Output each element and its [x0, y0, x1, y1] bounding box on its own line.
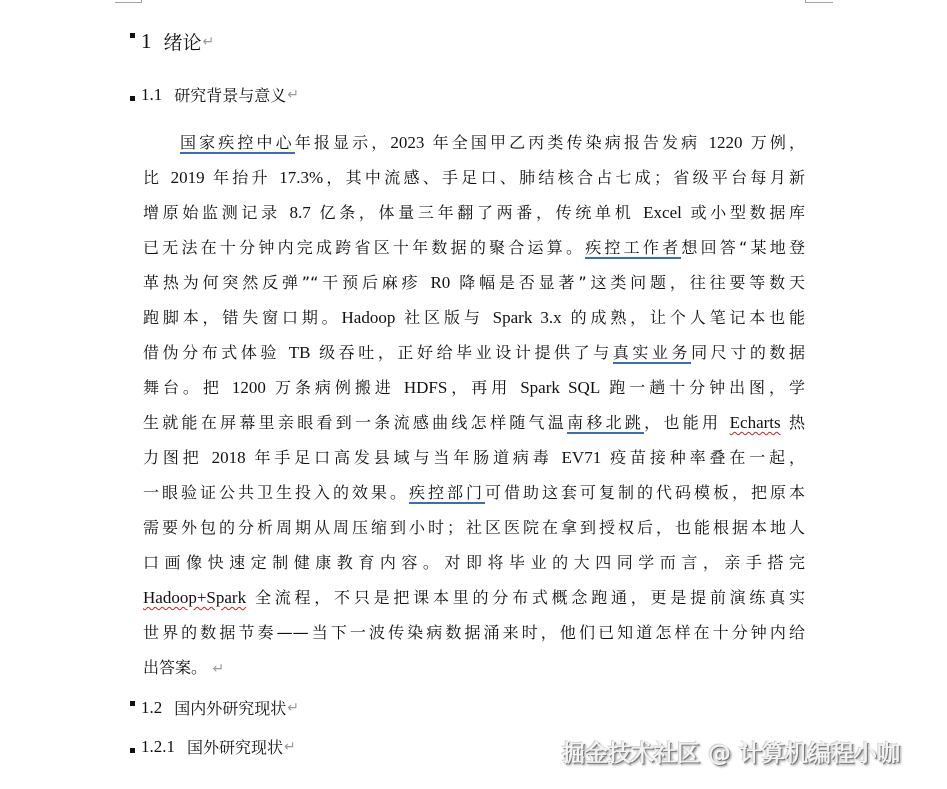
list-bullet-icon: [130, 33, 135, 38]
paragraph-line: [143, 300, 805, 335]
spellcheck-flagged-word: Echarts: [729, 413, 781, 432]
text-run: 年抬升: [204, 168, 280, 187]
text-run: 热: [780, 413, 805, 432]
text-run: 的成熟，让个人笔记本也能: [561, 308, 805, 327]
text-run: ，其中流感、手足口、肺结核合占七成；省级平台每月新: [323, 168, 805, 187]
text-run: 跑一趟十分钟出图，学: [600, 378, 805, 397]
text-run: 年手足口高发县域与当年肠道病毒: [245, 448, 562, 467]
text-run: 8.7: [289, 203, 311, 222]
text-run: 舞台。把: [143, 378, 232, 397]
text-run: 全流程，不只是把课本里的分布式概念跑通，更是提前演练真实: [246, 588, 805, 607]
text-run: 借伪分布式体验: [143, 343, 289, 362]
page-corner-mark-left: [115, 0, 142, 3]
text-run: 一眼验证公共卫生投入的效果。: [143, 483, 409, 502]
paragraph-mark-icon: ↵: [284, 738, 296, 755]
text-run: EV71: [561, 448, 602, 467]
text-run: 可借助这套可复制的代码模板，把原本: [484, 483, 805, 502]
heading-title: 国内外研究现状: [174, 699, 287, 718]
text-run: 降幅是否显著”这类问题，往往要等数天: [450, 273, 805, 292]
text-run: 口画像快速定制健康教育内容。对即将毕业的大四同学而言，亲手搭完: [143, 553, 805, 572]
text-run: 世界的数据节奏——当下一波传染病数据涌来时，他们已知道怎样在十分钟内给: [143, 623, 805, 642]
spellcheck-flagged-word: Hadoop+Spark: [143, 588, 247, 607]
hyperlink-term[interactable]: 国家疾控中心: [180, 133, 295, 152]
paragraph-line: [143, 475, 805, 510]
heading-section-1-2-1: [130, 735, 296, 758]
paragraph-line: [143, 650, 805, 685]
text-run: 力图把: [143, 448, 212, 467]
text-run: 2023: [390, 133, 425, 152]
text-run: 亿条，体量三年翻了两番，传统单机: [310, 203, 644, 222]
paragraph-mark-icon: ↵: [202, 33, 215, 50]
text-run: 疫苗接种率叠在一起，: [601, 448, 805, 467]
watermark: 掘金技术社区 @ 计算机编程小咖: [562, 741, 901, 767]
page-corner-mark-right: [805, 0, 833, 3]
text-run: ，也能用: [644, 413, 730, 432]
text-run: 年报显示，: [294, 133, 391, 152]
heading-title: 研究背景与意义: [174, 86, 287, 105]
hyperlink-term[interactable]: 真实业务: [612, 343, 692, 362]
text-run: HDFS: [403, 378, 448, 397]
text-run: 1220: [708, 133, 743, 152]
text-run: 2019: [170, 168, 205, 187]
paragraph-mark-icon: ↵: [287, 699, 299, 716]
text-run: 1200: [231, 378, 266, 397]
paragraph-line: [143, 160, 805, 195]
heading-title: 国外研究现状: [187, 738, 284, 757]
paragraph-line: [143, 265, 805, 300]
paragraph-line: [143, 580, 805, 615]
heading-number: 1.1: [141, 84, 163, 104]
text-run: 或小型数据库: [681, 203, 805, 222]
paragraph-line: [143, 545, 805, 580]
paragraph-line: [143, 510, 805, 545]
text-run: 同尺寸的数据: [691, 343, 805, 362]
heading-section-1-1: [130, 83, 299, 106]
hyperlink-term[interactable]: 疾控工作者: [585, 238, 682, 257]
text-run: Spark SQL: [520, 378, 601, 397]
list-bullet-icon: [130, 701, 135, 706]
text-run: 革热为何突然反弹”“干预后麻疹: [143, 273, 431, 292]
text-run: 比: [143, 168, 171, 187]
text-run: R0: [430, 273, 451, 292]
text-run: 需要外包的分析周期从周压缩到小时；社区医院在拿到授权后，也能根据本地人: [143, 518, 805, 537]
paragraph-line: [143, 125, 805, 160]
text-run: 级吞吐，正好给毕业设计提供了与: [310, 343, 613, 362]
text-run: TB: [288, 343, 311, 362]
hyperlink-term[interactable]: 疾控部门: [408, 483, 485, 502]
list-bullet-icon: [130, 96, 135, 101]
paragraph-mark-icon: ↵: [287, 86, 299, 103]
heading-section-1-2: [130, 696, 299, 719]
text-run: 想回答“某地登: [681, 238, 805, 257]
text-run: 增原始监测记录: [143, 203, 290, 222]
paragraph-line: [143, 405, 805, 440]
text-run: ，再用: [447, 378, 521, 397]
list-bullet-icon: [130, 748, 135, 753]
heading-number: 1.2: [141, 697, 163, 717]
paragraph-line: [143, 195, 805, 230]
heading-1: [130, 28, 214, 55]
paragraph-line: [143, 615, 805, 650]
paragraph-mark-icon: ↵: [208, 661, 225, 677]
text-run: 生就能在屏幕里亲眼看到一条流感曲线怎样随气温: [143, 413, 568, 432]
text-run: 年全国甲乙丙类传染病报告发病: [424, 133, 709, 152]
text-run: 2018: [211, 448, 246, 467]
text-run: 17.3%: [279, 168, 324, 187]
text-run: 跑脚本，错失窗口期。: [143, 308, 342, 327]
paragraph-line: [143, 230, 805, 265]
text-run: 万例，: [742, 133, 805, 152]
text-run: Excel: [643, 203, 682, 222]
paragraph-line: [143, 335, 805, 370]
body-paragraph[interactable]: [143, 125, 805, 685]
heading-number: 1: [141, 29, 152, 53]
text-run: 出答案。: [143, 658, 208, 677]
text-run: 社区版与: [395, 308, 493, 327]
text-run: Hadoop: [341, 308, 396, 327]
text-run: 已无法在十分钟内完成跨省区十年数据的聚合运算。: [143, 238, 586, 257]
paragraph-line: [143, 440, 805, 475]
heading-number: 1.2.1: [141, 736, 175, 756]
heading-title: 绪论: [163, 32, 202, 54]
text-run: 万条病例搬进: [265, 378, 404, 397]
hyperlink-term[interactable]: 南移北跳: [567, 413, 645, 432]
paragraph-line: [143, 370, 805, 405]
text-run: Spark 3.x: [492, 308, 562, 327]
